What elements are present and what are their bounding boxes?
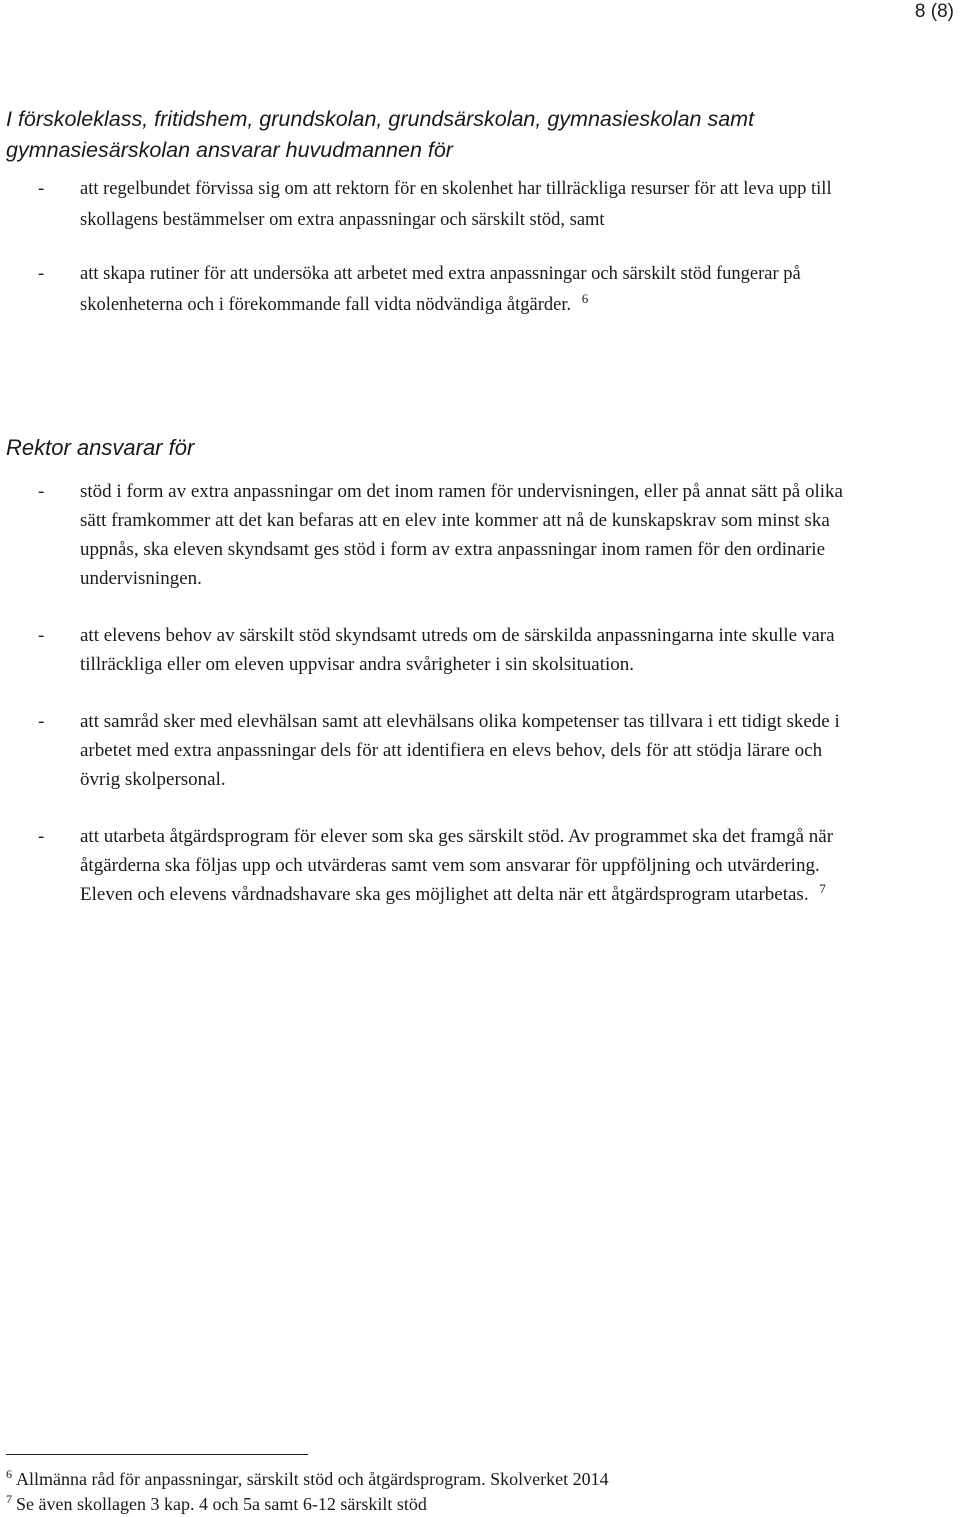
list-item-text: att skapa rutiner för att undersöka att arbetet med extra anpassningar och särskilt stöd fungerar på skolenheterna och i förekommande fall vidta nödvändiga åtgärder.: [80, 264, 801, 315]
list-item: [0, 822, 960, 909]
footnote-text: Allmänna råd för anpassningar, särskilt stöd och åtgärdsprogram. Skolverket 2014: [16, 1469, 609, 1489]
list-item-text: att elevens behov av särskilt stöd skyndsamt utreds om de särskilda anpassningarna inte skulle vara tillräckliga eller om eleven uppvisar andra svårigheter i sin skolsituation.: [80, 625, 835, 675]
footnote-separator: [6, 1454, 308, 1455]
huvudmannen-responsibility-list: [0, 174, 960, 344]
section-heading-rektor: Rektor ansvarar för: [6, 435, 195, 460]
list-item: [0, 174, 960, 236]
footnote-text: Se även skollagen 3 kap. 4 och 5a samt 6-12 särskilt stöd: [16, 1494, 427, 1514]
footnote: [6, 1492, 906, 1517]
footnote-reference: 7: [819, 880, 826, 896]
footnote: [6, 1467, 906, 1492]
list-dash: -: [38, 481, 45, 502]
list-item: [0, 707, 960, 794]
footnote-mark: 6: [6, 1467, 12, 1481]
footnote-reference: 6: [581, 290, 589, 306]
list-dash: -: [38, 625, 45, 646]
page-number: 8 (8): [914, 1, 954, 22]
rektor-responsibility-list: [0, 477, 960, 937]
list-item-text: stöd i form av extra anpassningar om det inom ramen för undervisningen, eller på annat sätt på olika sätt framkommer att det kan befaras att en elev inte kommer att nå de kunskapskrav som minst ska uppnås, ska eleven skyndsamt ges stöd i form av extra anpassningar inom ramen för den ordinarie undervisningen.: [80, 481, 843, 589]
list-dash: -: [38, 264, 45, 284]
list-item-text: att samråd sker med elevhälsan samt att elevhälsans olika kompetenser tas tillvara i ett tidigt skede i arbetet med extra anpassningar dels för att identifiera en elevs behov, dels för att stödja lärare och övrig skolpersonal.: [80, 711, 840, 790]
list-item: [0, 477, 960, 593]
footnote-mark: 7: [6, 1492, 12, 1506]
list-dash: -: [38, 826, 45, 847]
list-item: [0, 621, 960, 679]
list-dash: -: [38, 179, 45, 199]
list-item-text: att utarbeta åtgärdsprogram för elever som ska ges särskilt stöd. Av programmet ska det framgå när åtgärderna ska följas upp och utvärderas samt vem som ansvarar för uppföljning och utvärdering. Eleven och elevens vårdnadshavare ska ges möjlighet att delta när ett åtgärdsprogram utarbetas.: [80, 826, 834, 905]
section-heading-huvudmannen: I förskoleklass, fritidshem, grundskolan, grundsärskolan, gymnasieskolan samt gymnasiesärskolan ansvarar huvudmannen för: [6, 107, 755, 162]
list-item: [0, 259, 960, 321]
list-dash: -: [38, 711, 45, 732]
list-item-text: att regelbundet förvissa sig om att rektorn för en skolenhet har tillräckliga resurser för att leva upp till skollagens bestämmelser om extra anpassningar och särskilt stöd, samt: [80, 179, 832, 230]
footnotes: [6, 1467, 906, 1517]
